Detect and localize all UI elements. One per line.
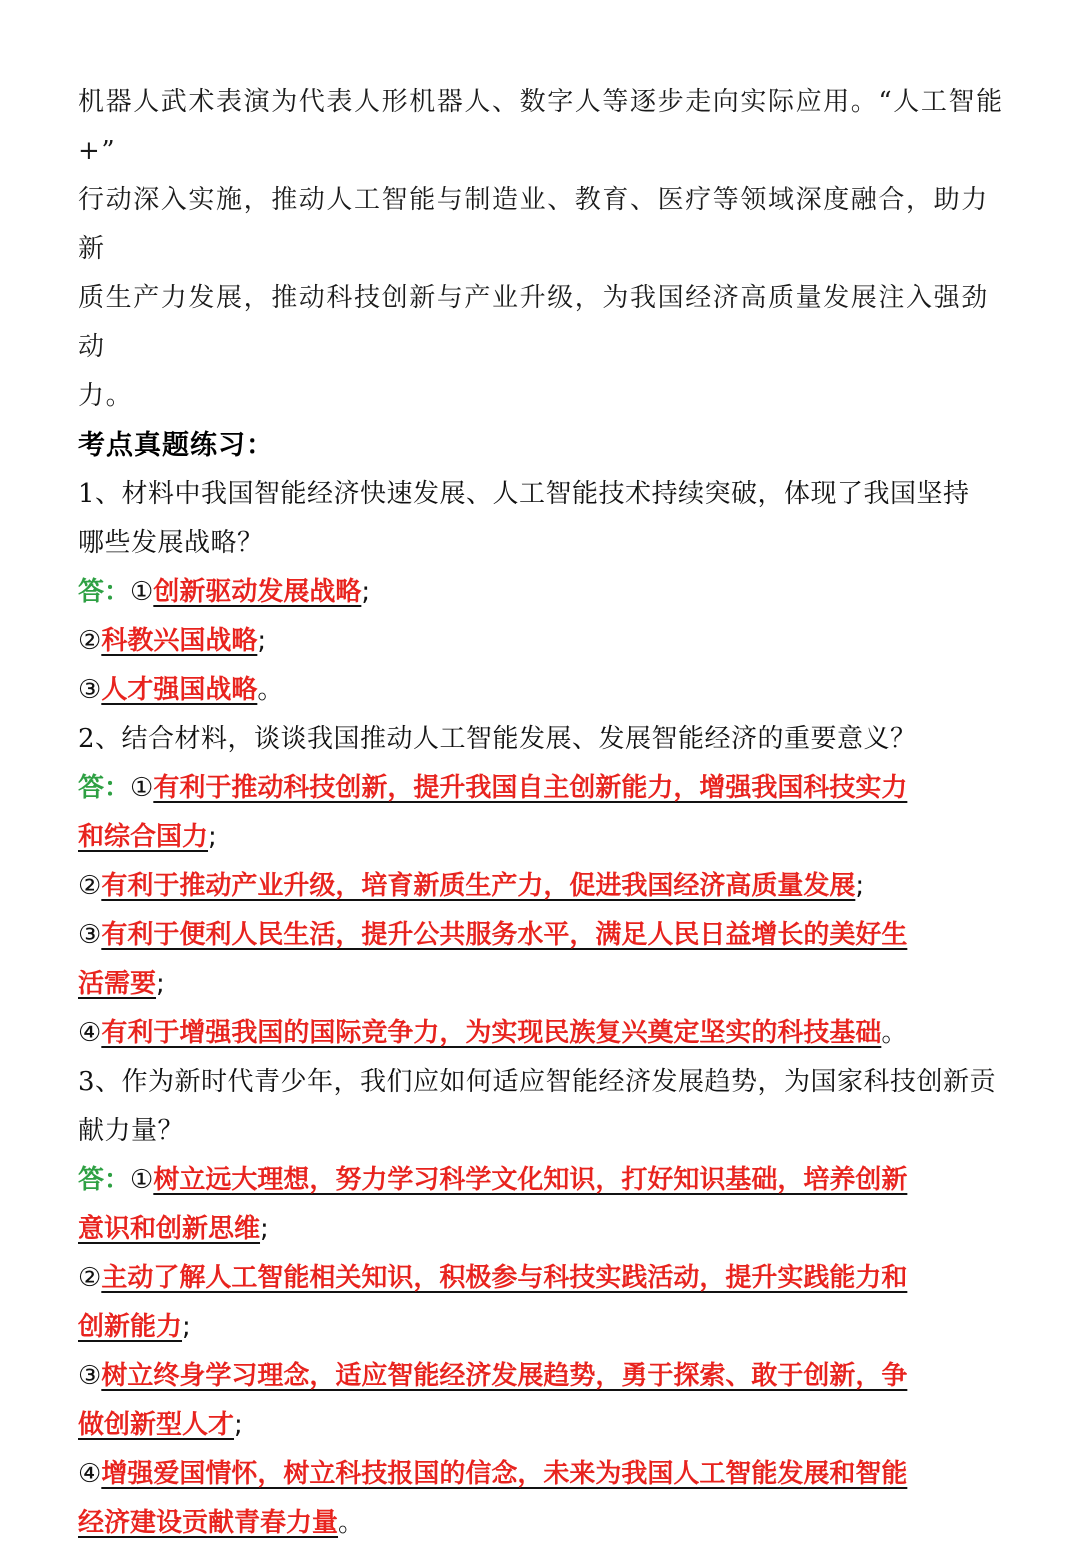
answer-punct: ; xyxy=(855,871,865,901)
answer-punct: ; xyxy=(208,822,217,852)
answer-item xyxy=(78,1009,1008,1058)
answer-punct: ; xyxy=(156,969,165,999)
answer-text: 经济建设贡献青春力量 xyxy=(78,1508,339,1538)
answer-item xyxy=(78,1352,1008,1401)
question-block-1 xyxy=(78,470,1008,715)
intro-line: 行动深入实施，推动人工智能与制造业、教育、医疗等领域深度融合，助力新 xyxy=(78,185,989,264)
answer-text: 有利于增强我国的国际竞争力，为实现民族复兴奠定坚实的科技基础 xyxy=(101,1018,882,1048)
answer-punct: 。 xyxy=(257,675,284,705)
answer-text: 和综合国力 xyxy=(78,822,209,852)
answer-item xyxy=(78,764,1008,813)
answer-label: 答： xyxy=(78,1165,131,1195)
answer-marker: ④ xyxy=(78,1018,102,1048)
answer-text: 树立远大理想，努力学习科学文化知识，打好知识基础，培养创新 xyxy=(153,1165,908,1195)
question-line: 2、结合材料，谈谈我国推动人工智能发展、发展智能经济的重要意义？ xyxy=(78,724,917,754)
answer-item xyxy=(78,862,1008,911)
answer-text: 做创新型人才 xyxy=(78,1410,235,1440)
question-line: 3、作为新时代青少年，我们应如何适应智能经济发展趋势，为国家科技创新贡 xyxy=(78,1067,997,1097)
section-title: 考点真题练习： xyxy=(78,430,274,461)
answer-text: 创新能力 xyxy=(78,1312,183,1342)
answer-marker: ① xyxy=(130,773,154,803)
answer-item xyxy=(78,911,1008,960)
answer-text: 增强爱国情怀，树立科技报国的信念，未来为我国人工智能发展和智能 xyxy=(101,1459,908,1489)
answer-item xyxy=(78,1450,1008,1499)
answer-punct: 。 xyxy=(881,1018,908,1048)
answer-item xyxy=(78,568,1008,617)
answer-text: 有利于便利人民生活，提升公共服务水平，满足人民日益增长的美好生 xyxy=(101,920,908,950)
answer-item xyxy=(78,1156,1008,1205)
answer-item-continued xyxy=(78,1499,1008,1548)
answer-text: 有利于推动产业升级，培育新质生产力，促进我国经济高质量发展 xyxy=(101,871,856,901)
intro-line: 力。 xyxy=(78,381,134,411)
question-block-3 xyxy=(78,1058,1008,1548)
answer-text: 有利于推动科技创新，提升我国自主创新能力，增强我国科技实力 xyxy=(153,773,908,803)
answer-text: 树立终身学习理念，适应智能经济发展趋势，勇于探索、敢于创新，争 xyxy=(101,1361,908,1391)
answer-punct: ; xyxy=(234,1410,243,1440)
question-block-2 xyxy=(78,715,1008,1058)
question-line: 1、材料中我国智能经济快速发展、人工智能技术持续突破，体现了我国坚持 xyxy=(78,479,970,509)
answer-text: 活需要 xyxy=(78,969,157,999)
answer-label: 答： xyxy=(78,577,131,607)
answer-text: 科教兴国战略 xyxy=(101,626,258,656)
answer-text: 创新驱动发展战略 xyxy=(153,577,362,607)
answer-marker: ① xyxy=(130,1165,154,1195)
question-line: 献力量？ xyxy=(78,1116,185,1146)
answer-marker: ③ xyxy=(78,675,102,705)
answer-item xyxy=(78,666,1008,715)
answer-marker: ② xyxy=(78,626,102,656)
answer-marker: ② xyxy=(78,871,102,901)
question-line: 哪些发展战略？ xyxy=(78,528,264,558)
document-body xyxy=(78,78,1008,1548)
answer-item xyxy=(78,1254,1008,1303)
answer-label: 答： xyxy=(78,773,131,803)
answer-punct: ; xyxy=(257,626,267,656)
intro-paragraph xyxy=(78,78,1008,421)
answer-item xyxy=(78,617,1008,666)
answer-punct: ; xyxy=(182,1312,191,1342)
answer-marker: ④ xyxy=(78,1459,102,1489)
answer-punct: 。 xyxy=(338,1508,365,1538)
answer-text: 人才强国战略 xyxy=(101,675,258,705)
answer-marker: ② xyxy=(78,1263,102,1293)
answer-marker: ① xyxy=(130,577,154,607)
answer-text: 主动了解人工智能相关知识，积极参与科技实践活动，提升实践能力和 xyxy=(101,1263,908,1293)
answer-item-continued xyxy=(78,1401,1008,1450)
answer-marker: ③ xyxy=(78,920,102,950)
answer-item-continued xyxy=(78,1303,1008,1352)
answer-marker: ③ xyxy=(78,1361,102,1391)
answer-item-continued xyxy=(78,813,1008,862)
intro-line: 机器人武术表演为代表人形机器人、数字人等逐步走向实际应用。“人工智能+” xyxy=(78,87,1004,166)
answer-item-continued xyxy=(78,1205,1008,1254)
intro-line: 质生产力发展，推动科技创新与产业升级，为我国经济高质量发展注入强劲动 xyxy=(78,283,989,362)
answer-punct: ; xyxy=(361,577,371,607)
answer-item-continued xyxy=(78,960,1008,1009)
answer-text: 意识和创新思维 xyxy=(78,1214,261,1244)
answer-punct: ; xyxy=(260,1214,269,1244)
